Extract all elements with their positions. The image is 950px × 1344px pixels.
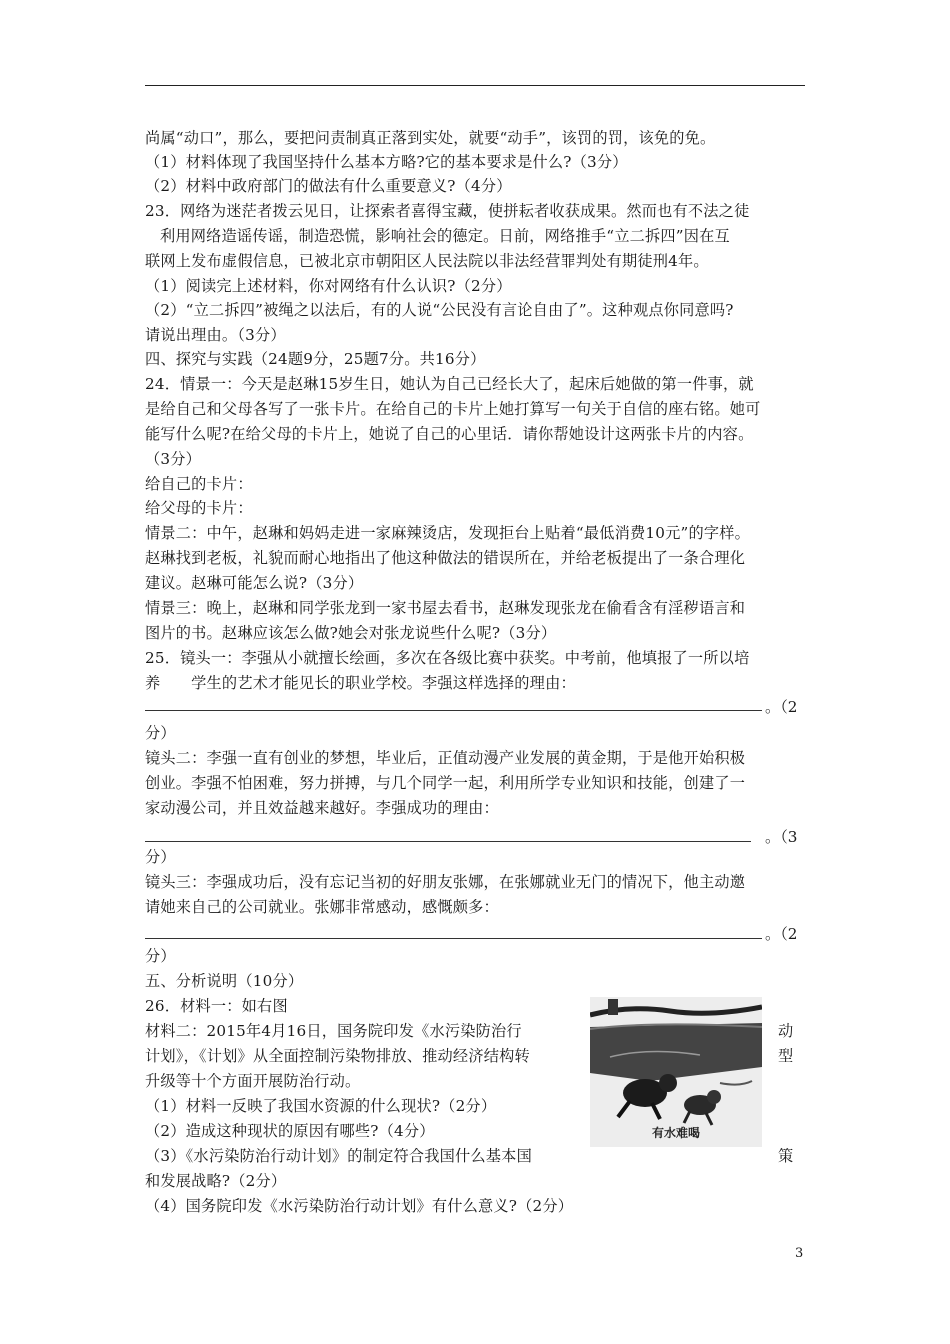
text-line: 给自己的卡片： — [145, 475, 253, 493]
question-line: （2）造成这种现状的原因有哪些?（4分） — [145, 1122, 435, 1140]
wrapped-char: 动 — [778, 1022, 794, 1040]
text-line: 家动漫公司，并且效益越来越好。李强成功的理由： — [145, 799, 499, 817]
score-tail: 。（3 — [765, 828, 798, 846]
text-line: 镜头三：李强成功后，没有忘记当初的好朋友张娜，在张娜就业无门的情况下，他主动邀 — [145, 873, 746, 891]
question-line: （1）材料体现了我国坚持什么基本方略?它的基本要求是什么?（3分） — [145, 153, 628, 171]
figure-caption: 有水难喝 — [651, 1126, 700, 1140]
answer-blank — [145, 710, 762, 711]
text-line: 升级等十个方面开展防治行动。 — [145, 1072, 361, 1090]
question-line: （4）国务院印发《水污染防治行动计划》有什么意义?（2分） — [145, 1197, 574, 1215]
question-line: （3）《水污染防治行动计划》的制定符合我国什么基本国 — [145, 1147, 532, 1165]
text-line: 给父母的卡片： — [145, 499, 253, 517]
text-line: 镜头二：李强一直有创业的梦想，毕业后，正值动漫产业发展的黄金期，于是他开始积极 — [145, 749, 746, 767]
header-rule — [145, 85, 805, 86]
score-tail: 。（2 — [765, 698, 798, 716]
answer-blank — [145, 938, 762, 939]
wrapped-char: 策 — [778, 1147, 794, 1165]
section-heading: 五、分析说明（10分） — [145, 972, 304, 990]
answer-blank — [145, 841, 751, 842]
question-line: （2）材料中政府部门的做法有什么重要意义?（4分） — [145, 177, 512, 195]
text-line: 赵琳找到老板，礼貌而耐心地指出了他这种做法的错误所在，并给老板提出了一条合理化 — [145, 549, 746, 567]
question-line: （1）阅读完上述材料，你对网络有什么认识?（2分） — [145, 277, 512, 295]
text-line: 23．网络为迷茫者拨云见日，让探索者喜得宝藏，使拼耘者收获成果。然而也有不法之徒 — [145, 202, 750, 220]
question-line: （2）“立二拆四”被绳之以法后，有的人说“公民没有言论自由了”。这种观点你同意吗? — [145, 301, 734, 319]
text-line: 分） — [145, 848, 176, 866]
question-line: （1）材料一反映了我国水资源的什么现状?（2分） — [145, 1097, 497, 1115]
text-line: 材料二：2015年4月16日，国务院印发《水污染防治行 — [145, 1022, 522, 1040]
section-heading: 四、探究与实践（24题9分，25题7分。共16分） — [145, 350, 486, 368]
text-line: 情景二：中午，赵琳和妈妈走进一家麻辣烫店，发现拒台上贴着“最低消费10元”的字样。 — [145, 524, 750, 542]
text-line: 利用网络造谣传谣，制造恐慌，影响社会的德定。日前，网络推手“立二拆四”因在互 — [160, 227, 730, 245]
text-line: 请她来自己的公司就业。张娜非常感动，感慨颇多： — [145, 898, 499, 916]
text-line: 能写什么呢?在给父母的卡片上，她说了自己的心里话．请你帮她设计这两张卡片的内容。 — [145, 425, 754, 443]
text-line: 尚属“动口”，那么，要把问责制真正落到实处，就要“动手”，该罚的罚，该免的免。 — [145, 129, 716, 147]
text-line: 分） — [145, 724, 176, 742]
text-line: 养 学生的艺术才能见长的职业学校。李强这样选择的理由： — [145, 674, 576, 692]
text-line: 请说出理由。（3分） — [145, 326, 286, 344]
text-line: 创业。李强不怕困难，努力拼搏，与几个同学一起，利用所学专业知识和技能，创建了一 — [145, 774, 746, 792]
text-line: 联网上发布虚假信息，已被北京市朝阳区人民法院以非法经营罪判处有期徒刑4年。 — [145, 252, 709, 270]
text-line: 25．镜头一：李强从小就擅长绘画，多次在各级比赛中获奖。中考前，他填报了一所以培 — [145, 649, 750, 667]
text-line: 24．情景一：今天是赵琳15岁生日，她认为自己已经长大了，起床后她做的第一件事，就 — [145, 375, 754, 393]
wrapped-char: 型 — [778, 1047, 794, 1065]
text-line: 图片的书。赵琳应该怎么做?她会对张龙说些什么呢?（3分） — [145, 624, 557, 642]
text-line: 计划》，《计划》从全面控制污染物排放、推动经济结构转 — [145, 1047, 530, 1065]
text-line: 26．材料一：如右图 — [145, 997, 288, 1015]
text-line: 建议。赵琳可能怎么说?（3分） — [145, 574, 364, 592]
text-line: 是给自己和父母各写了一张卡片。在给自己的卡片上她打算写一句关于自信的座右铭。她可 — [145, 400, 761, 418]
text-line: 和发展战略?（2分） — [145, 1172, 287, 1190]
text-line: （3分） — [145, 450, 202, 468]
text-line: 情景三：晚上，赵琳和同学张龙到一家书屋去看书，赵琳发现张龙在偷看含有淫秽语言和 — [145, 599, 746, 617]
text-line: 分） — [145, 947, 176, 965]
score-tail: 。（2 — [765, 925, 798, 943]
page-number: 3 — [795, 1246, 804, 1261]
cartoon-figure — [590, 997, 762, 1147]
